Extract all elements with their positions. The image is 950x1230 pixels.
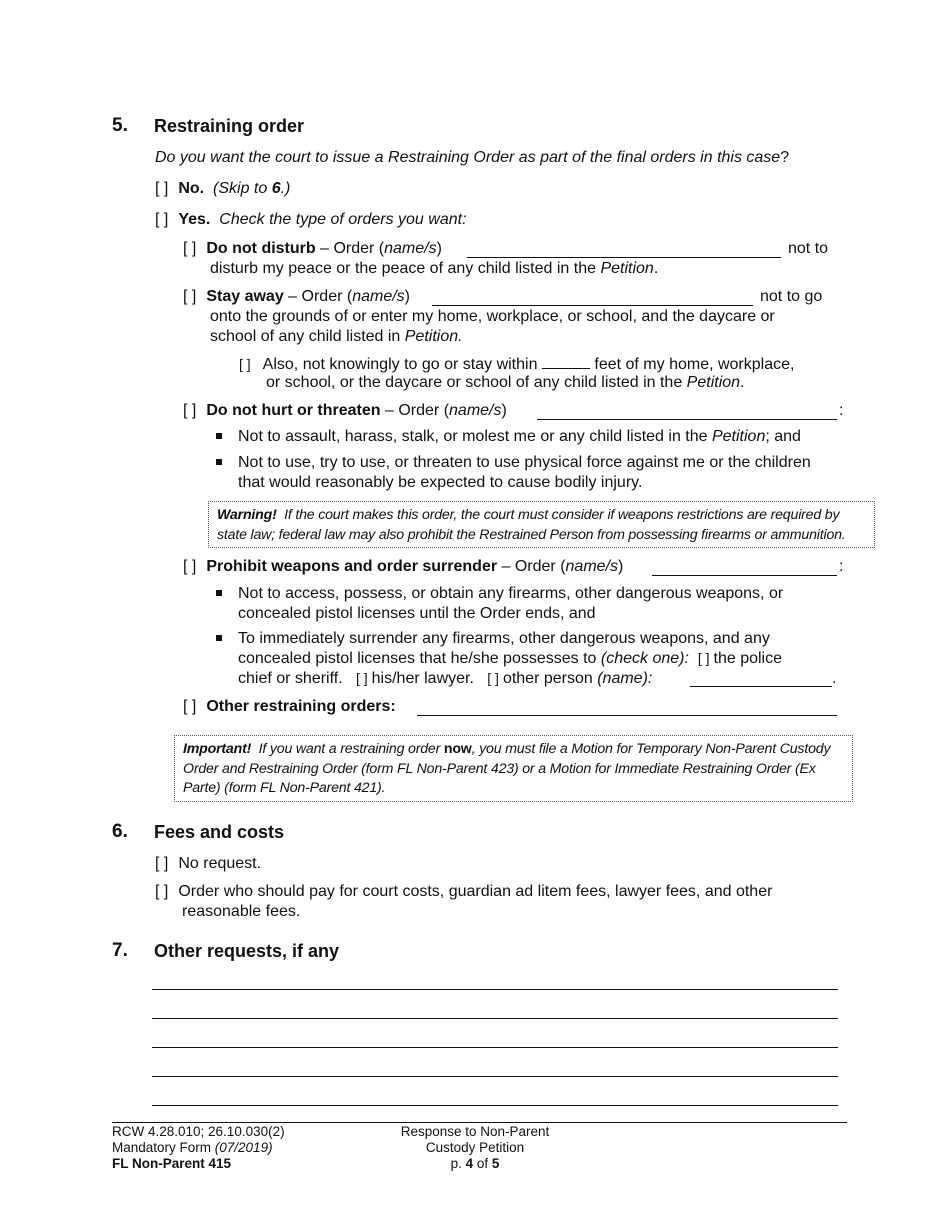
bullet	[216, 590, 222, 596]
prohibit-weapons-name-field[interactable]	[652, 561, 837, 576]
yes-checkbox[interactable]: [ ]	[155, 211, 169, 228]
section-5-number: 5.	[112, 115, 128, 136]
yes-option: [ ] Yes. Check the type of orders you want:	[155, 211, 467, 228]
also-line2: or school, or the daycare or school of any child listed in the Petition.	[266, 374, 745, 391]
also-checkbox[interactable]: [ ]	[239, 356, 251, 372]
other-requests-line-2[interactable]	[152, 1018, 838, 1019]
footer-doc-title-1: Response to Non-Parent	[400, 1124, 550, 1139]
other-restraining-checkbox[interactable]: [ ]	[183, 698, 197, 715]
do-not-disturb-name-field[interactable]	[467, 243, 781, 258]
section-7-number: 7.	[112, 940, 128, 961]
footer-left	[112, 1124, 285, 1172]
stay-away-tail: not to go	[760, 288, 823, 305]
do-not-hurt-option: [ ] Do not hurt or threaten – Order (name/s)	[183, 402, 507, 419]
other-requests-line-3[interactable]	[152, 1047, 838, 1048]
other-person-name-field[interactable]	[690, 672, 832, 687]
footer-form-id: FL Non-Parent 415	[112, 1156, 232, 1171]
prohibit-weapons-colon: :	[839, 558, 844, 575]
stay-away-line3: school of any child listed in Petition.	[210, 328, 463, 345]
bullet	[216, 459, 222, 465]
bullet	[216, 635, 222, 641]
weapons-bullet-1-line1: Not to access, possess, or obtain any firearms, other dangerous weapons, or	[238, 585, 784, 602]
section-5-title: Restraining order	[154, 116, 305, 136]
order-fees-checkbox[interactable]: [ ]	[155, 883, 169, 900]
feet-field[interactable]	[542, 354, 590, 369]
other-requests-line-5[interactable]	[152, 1105, 838, 1106]
stay-away-checkbox[interactable]: [ ]	[183, 288, 197, 305]
footer-doc-title-2: Custody Petition	[425, 1140, 525, 1155]
do-not-hurt-colon: :	[839, 402, 844, 419]
other-requests-line-1[interactable]	[152, 989, 838, 990]
order-fees-line2: reasonable fees.	[182, 903, 301, 920]
weapons-bullet-2-line2: concealed pistol licenses that he/she possesses to (check one): [ ] the police	[238, 650, 782, 667]
section-7-title: Other requests, if any	[154, 941, 340, 961]
section-6-title: Fees and costs	[154, 822, 285, 842]
order-fees-option: [ ] Order who should pay for court costs, guardian ad litem fees, lawyer fees, and other	[155, 883, 773, 900]
no-checkbox[interactable]: [ ]	[155, 180, 169, 197]
other-restraining-option: [ ] Other restraining orders:	[183, 698, 396, 715]
no-option: [ ] No. (Skip to 6.)	[155, 180, 291, 197]
footer-mandatory: Mandatory Form (07/2019)	[112, 1140, 273, 1155]
hurt-bullet-2-line1: Not to use, try to use, or threaten to use physical force against me or the children	[238, 454, 811, 471]
warning-box: Warning! If the court makes this order, the court must consider if weapons restrictions are required by state law; federal law may also prohibit the Restrained Person from possessing firearms or ammunition.	[208, 501, 875, 548]
stay-away-line2: onto the grounds of or enter my home, workplace, or school, and the daycare or	[210, 308, 775, 325]
no-label: No.	[178, 180, 205, 197]
do-not-disturb-option: [ ] Do not disturb – Order (name/s)	[183, 240, 442, 257]
hurt-bullet-1: Not to assault, harass, stalk, or molest me or any child listed in the Petition; and	[238, 428, 801, 445]
footer-center	[375, 1124, 575, 1172]
do-not-disturb-checkbox[interactable]: [ ]	[183, 240, 197, 257]
other-requests-line-4[interactable]	[152, 1076, 838, 1077]
other-person-period: .	[832, 670, 837, 687]
bullet	[216, 433, 222, 439]
weapons-bullet-2-line3: chief or sheriff. [ ] his/her lawyer. [ ] other person (name):	[238, 670, 653, 687]
stay-away-name-field[interactable]	[432, 291, 753, 306]
hurt-bullet-2-line2: that would reasonably be expected to cause bodily injury.	[238, 474, 643, 491]
other-person-checkbox[interactable]: [ ]	[487, 670, 499, 686]
prohibit-weapons-option: [ ] Prohibit weapons and order surrender – Order (name/s)	[183, 558, 624, 575]
prohibit-weapons-checkbox[interactable]: [ ]	[183, 558, 197, 575]
yes-label: Yes.	[178, 211, 211, 228]
do-not-hurt-checkbox[interactable]: [ ]	[183, 402, 197, 419]
police-checkbox[interactable]: [ ]	[697, 650, 710, 666]
do-not-disturb-line2: disturb my peace or the peace of any child listed in the Petition.	[210, 260, 659, 277]
lawyer-checkbox[interactable]: [ ]	[355, 670, 368, 686]
no-request-checkbox[interactable]: [ ]	[155, 855, 169, 872]
do-not-disturb-tail: not to	[788, 240, 829, 257]
footer-page: p. 4 of 5	[450, 1156, 500, 1171]
other-restraining-field[interactable]	[417, 701, 837, 716]
stay-away-option: [ ] Stay away – Order (name/s)	[183, 288, 410, 305]
important-box: Important! If you want a restraining order now, you must file a Motion for Temporary Non-Parent Custody Order and Restraining Order (form FL Non-Parent 423) or a Motion for Immediate Restraining Order (Ex Parte) (form FL Non-Parent 421).	[174, 735, 853, 802]
weapons-bullet-2-line1: To immediately surrender any firearms, other dangerous weapons, and any	[238, 630, 770, 647]
weapons-bullet-1-line2: concealed pistol licenses until the Order ends, and	[238, 605, 596, 622]
section-5-question: Do you want the court to issue a Restraining Order as part of the final orders in this case?	[155, 149, 790, 166]
footer-divider	[112, 1122, 847, 1123]
section-6-number: 6.	[112, 821, 128, 842]
footer-rcw: RCW 4.28.010; 26.10.030(2)	[112, 1124, 285, 1139]
also-option: [ ] Also, not knowingly to go or stay within feet of my home, workplace,	[239, 356, 795, 373]
no-request-option: [ ] No request.	[155, 855, 262, 872]
do-not-hurt-name-field[interactable]	[537, 405, 837, 420]
